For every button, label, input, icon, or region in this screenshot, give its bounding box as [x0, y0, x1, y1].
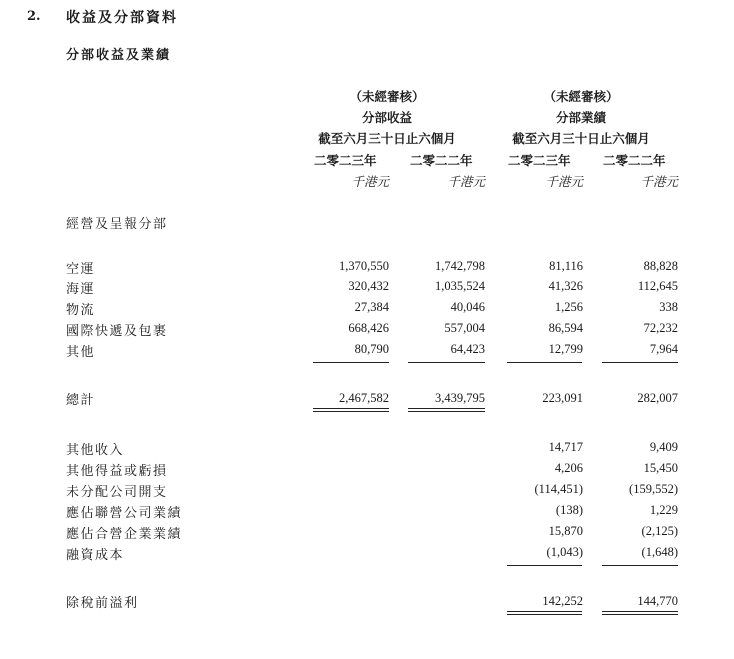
subtotal-rule [602, 362, 678, 363]
cell-value: (138) [555, 503, 583, 517]
unit-header-1: 千港元 [351, 175, 389, 189]
results-period: 截至六月三十日止六個月 [512, 131, 650, 146]
row-label: 應佔合營企業業績 [66, 527, 183, 542]
cell-value: (2,125) [641, 524, 678, 538]
total-double-rule [507, 611, 582, 615]
section-number: 2. [27, 9, 41, 24]
cell-value: 88,828 [643, 259, 678, 273]
row-label: 融資成本 [66, 548, 125, 563]
total-double-rule [313, 408, 389, 412]
cell-value: 72,232 [643, 321, 678, 335]
row-label: 物流 [66, 303, 96, 318]
cell-value: (159,552) [629, 482, 678, 496]
row-label: 除稅前溢利 [66, 596, 139, 611]
cell-value: 223,091 [542, 391, 583, 405]
sub-title: 分部收益及業績 [66, 48, 172, 63]
cell-value: 86,594 [548, 321, 583, 335]
cell-value: 7,964 [649, 342, 678, 356]
unit-header-4: 千港元 [640, 175, 678, 189]
cell-value: 142,252 [542, 594, 583, 608]
row-label: 空運 [66, 262, 96, 277]
revenue-audit-note: （未經審核） [349, 89, 425, 104]
year-header-4: 二零二二年 [603, 153, 666, 168]
subtotal-rule [507, 565, 582, 566]
cell-value: 14,717 [548, 440, 583, 454]
total-double-rule [408, 408, 485, 412]
cell-value: 3,439,795 [435, 391, 485, 405]
cell-value: 27,384 [354, 300, 389, 314]
cell-value: 81,116 [549, 259, 583, 273]
cell-value: 112,645 [637, 279, 678, 293]
cell-value: 1,370,550 [339, 259, 389, 273]
segment-heading: 經營及呈報分部 [66, 217, 168, 232]
year-header-3: 二零二三年 [508, 153, 571, 168]
cell-value: 668,426 [348, 321, 389, 335]
cell-value: 282,007 [637, 391, 678, 405]
cell-value: 1,229 [649, 503, 678, 517]
unit-header-3: 千港元 [545, 175, 583, 189]
subtotal-rule [602, 565, 678, 566]
row-label: 其他收入 [66, 443, 125, 458]
cell-value: 2,467,582 [339, 391, 389, 405]
cell-value: 320,432 [348, 279, 389, 293]
cell-value: 4,206 [554, 461, 583, 475]
row-label: 海運 [66, 282, 96, 297]
cell-value: 41,326 [548, 279, 583, 293]
cell-value: 15,870 [548, 524, 583, 538]
subtotal-rule [507, 362, 582, 363]
results-group-title: 分部業績 [555, 110, 606, 125]
year-header-1: 二零二三年 [314, 153, 377, 168]
row-label: 應佔聯營公司業績 [66, 506, 183, 521]
row-label: 總計 [66, 393, 96, 408]
cell-value: 15,450 [643, 461, 678, 475]
revenue-group-title: 分部收益 [361, 110, 412, 125]
cell-value: (114,451) [534, 482, 583, 496]
row-label: 國際快遞及包裹 [66, 324, 168, 339]
cell-value: 9,409 [649, 440, 678, 454]
cell-value: (1,043) [546, 545, 583, 559]
cell-value: 144,770 [637, 594, 678, 608]
subtotal-rule [313, 362, 389, 363]
results-audit-note: （未經審核） [543, 89, 619, 104]
cell-value: 80,790 [354, 342, 389, 356]
row-label: 其他得益或虧損 [66, 464, 168, 479]
subtotal-rule [408, 362, 485, 363]
cell-value: 1,742,798 [435, 259, 485, 273]
total-double-rule [602, 611, 678, 615]
row-label: 其他 [66, 345, 96, 360]
cell-value: (1,648) [641, 545, 678, 559]
section-title: 收益及分部資料 [66, 10, 178, 26]
cell-value: 338 [659, 300, 678, 314]
year-header-2: 二零二二年 [410, 153, 473, 168]
cell-value: 1,256 [554, 300, 583, 314]
cell-value: 64,423 [450, 342, 485, 356]
cell-value: 557,004 [444, 321, 485, 335]
cell-value: 40,046 [450, 300, 485, 314]
revenue-period: 截至六月三十日止六個月 [318, 131, 456, 146]
unit-header-2: 千港元 [447, 175, 485, 189]
cell-value: 1,035,524 [435, 279, 485, 293]
row-label: 未分配公司開支 [66, 485, 168, 500]
cell-value: 12,799 [548, 342, 583, 356]
